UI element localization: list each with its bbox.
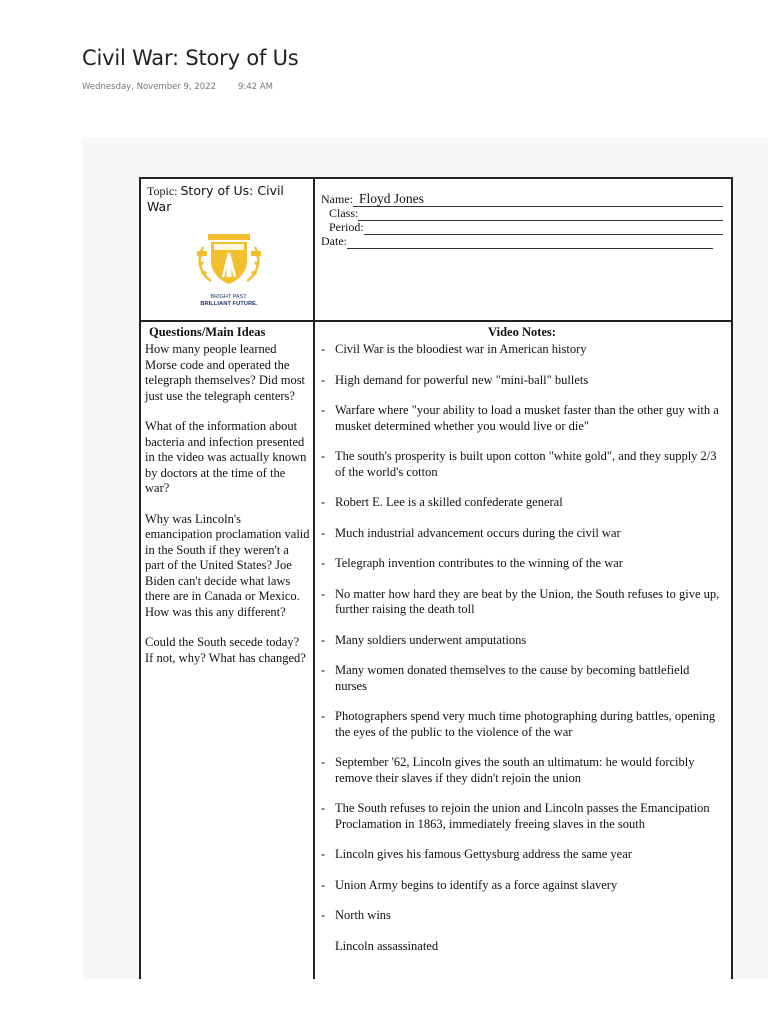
note-text: High demand for powerful new "mini-ball" bullets: [335, 372, 589, 387]
note-text: The South refuses to rejoin the union and Lincoln passes the Emancipation Proclamation in 1863, immediately freeing slaves in the south: [335, 801, 710, 831]
question-item: Could the South secede today? If not, why? What has changed?: [145, 635, 306, 665]
date-line: [347, 236, 713, 249]
topic-line: [147, 183, 307, 215]
questions-header: Questions/Main Ideas: [149, 325, 266, 339]
note-text: Lincoln assassinated: [335, 938, 439, 953]
question-item: How many people learned Morse code and operated the telegraph themselves? Did most just use the telegraph centers?: [145, 342, 306, 403]
page-time: 9:42 AM: [237, 82, 273, 92]
questions-column: [141, 322, 315, 979]
date-label: Date:: [321, 234, 347, 248]
topic-cell: [141, 179, 315, 320]
logo-tagline-1: BRIGHT PAST.: [210, 294, 248, 300]
note-text: Photographers spend very much time photographing during battles, opening the eyes of the public to the violence of the war: [335, 709, 716, 739]
period-line: [364, 222, 723, 235]
page-title: Civil War: Story of Us: [82, 46, 299, 70]
note-text: Many soldiers underwent amputations: [335, 632, 527, 647]
page-date: Wednesday, November 9, 2022: [82, 82, 216, 92]
note-item: - Lincoln gives his famous Gettysburg address the same year: [321, 847, 723, 863]
name-label: Name:: [321, 192, 353, 206]
note-item: - Telegraph invention contributes to the winning of the war: [321, 556, 723, 572]
note-item: - Warfare where "your ability to load a musket faster than the other guy with a musket determined whether you would live or die": [321, 403, 723, 434]
embedded-document-image: [82, 137, 768, 979]
note-text: Many women donated themselves to the cause by becoming battlefield nurses: [335, 663, 690, 693]
topic-label: Topic:: [147, 184, 178, 198]
class-line: [358, 208, 723, 221]
school-crest-logo: [193, 229, 265, 307]
note-item: - Photographers spend very much time photographing during battles, opening the eyes of the public to the violence of the war: [321, 709, 723, 740]
note-item: - September '62, Lincoln gives the south an ultimatum: he would forcibly remove their slaves if they didn't rejoin the union: [321, 755, 723, 786]
date-row: [321, 235, 723, 249]
note-item: - Union Army begins to identify as a force against slavery: [321, 878, 723, 894]
page-timestamp: [82, 82, 273, 92]
note-text: Robert E. Lee is a skilled confederate general: [335, 495, 563, 509]
note-item: [321, 939, 723, 955]
period-row: [321, 221, 723, 235]
period-label: Period:: [329, 220, 364, 234]
note-text: Lincoln gives his famous Gettysburg address the same year: [335, 847, 632, 861]
note-text: No matter how hard they are beat by the Union, the South refuses to give up, further raising the death toll: [335, 586, 720, 616]
note-item: - North wins: [321, 908, 723, 924]
note-item: - The south's prosperity is built upon cotton "white gold", and they supply 2/3 of the world's cotton: [321, 449, 723, 480]
header-row: [141, 179, 731, 322]
note-item: - Many soldiers underwent amputations: [321, 633, 723, 649]
note-text: Much industrial advancement occurs during the civil war: [335, 525, 621, 540]
note-text: The south's prosperity is built upon cotton "white gold", and they supply 2/3 of the world's cotton: [335, 449, 717, 479]
question-item: Why was Lincoln's emancipation proclamation valid in the South if they weren't a part of the United States? Joe Biden can't decide what laws there are in Canada or Mexico. How was this any different?: [145, 511, 310, 619]
note-text: Civil War is the bloodiest war in American history: [335, 342, 587, 356]
note-text: Union Army begins to identify as a force against slavery: [335, 877, 618, 892]
topic-value: Story of Us: Civil War: [147, 183, 284, 214]
note-item: - Robert E. Lee is a skilled confederate general: [321, 495, 723, 511]
note-text: Telegraph invention contributes to the winning of the war: [335, 556, 623, 570]
note-text: North wins: [335, 908, 391, 922]
note-item: - Civil War is the bloodiest war in American history: [321, 342, 723, 358]
class-label: Class:: [329, 206, 359, 220]
notes-column: [315, 322, 731, 979]
class-row: [321, 207, 723, 221]
note-item: - The South refuses to rejoin the union and Lincoln passes the Emancipation Proclamation in 1863, immediately freeing slaves in the south: [321, 801, 723, 832]
note-text: Warfare where "your ability to load a musket faster than the other guy with a musket determined whether you would live or die": [335, 403, 719, 433]
logo-tagline-2: BRILLIANT FUTURE.: [200, 301, 258, 307]
name-line: [353, 191, 723, 207]
notes-header: Video Notes:: [488, 325, 556, 339]
note-text: September '62, Lincoln gives the south an ultimatum: he would forcibly remove their slaves if they didn't rejoin the union: [335, 755, 695, 785]
note-item: - Much industrial advancement occurs during the civil war: [321, 526, 723, 542]
name-value: Floyd Jones: [359, 191, 424, 206]
note-item: - No matter how hard they are beat by the Union, the South refuses to give up, further raising the death toll: [321, 587, 723, 618]
question-item: What of the information about bacteria and infection presented in the video was actually known by doctors at the time of the war?: [145, 419, 307, 495]
name-row: [321, 193, 723, 207]
notes-body-row: [141, 322, 731, 979]
student-info-cell: [315, 179, 731, 320]
note-item: - High demand for powerful new "mini-ball" bullets: [321, 373, 723, 389]
note-item: - Many women donated themselves to the cause by becoming battlefield nurses: [321, 663, 723, 694]
cornell-notes-table: [139, 177, 733, 979]
